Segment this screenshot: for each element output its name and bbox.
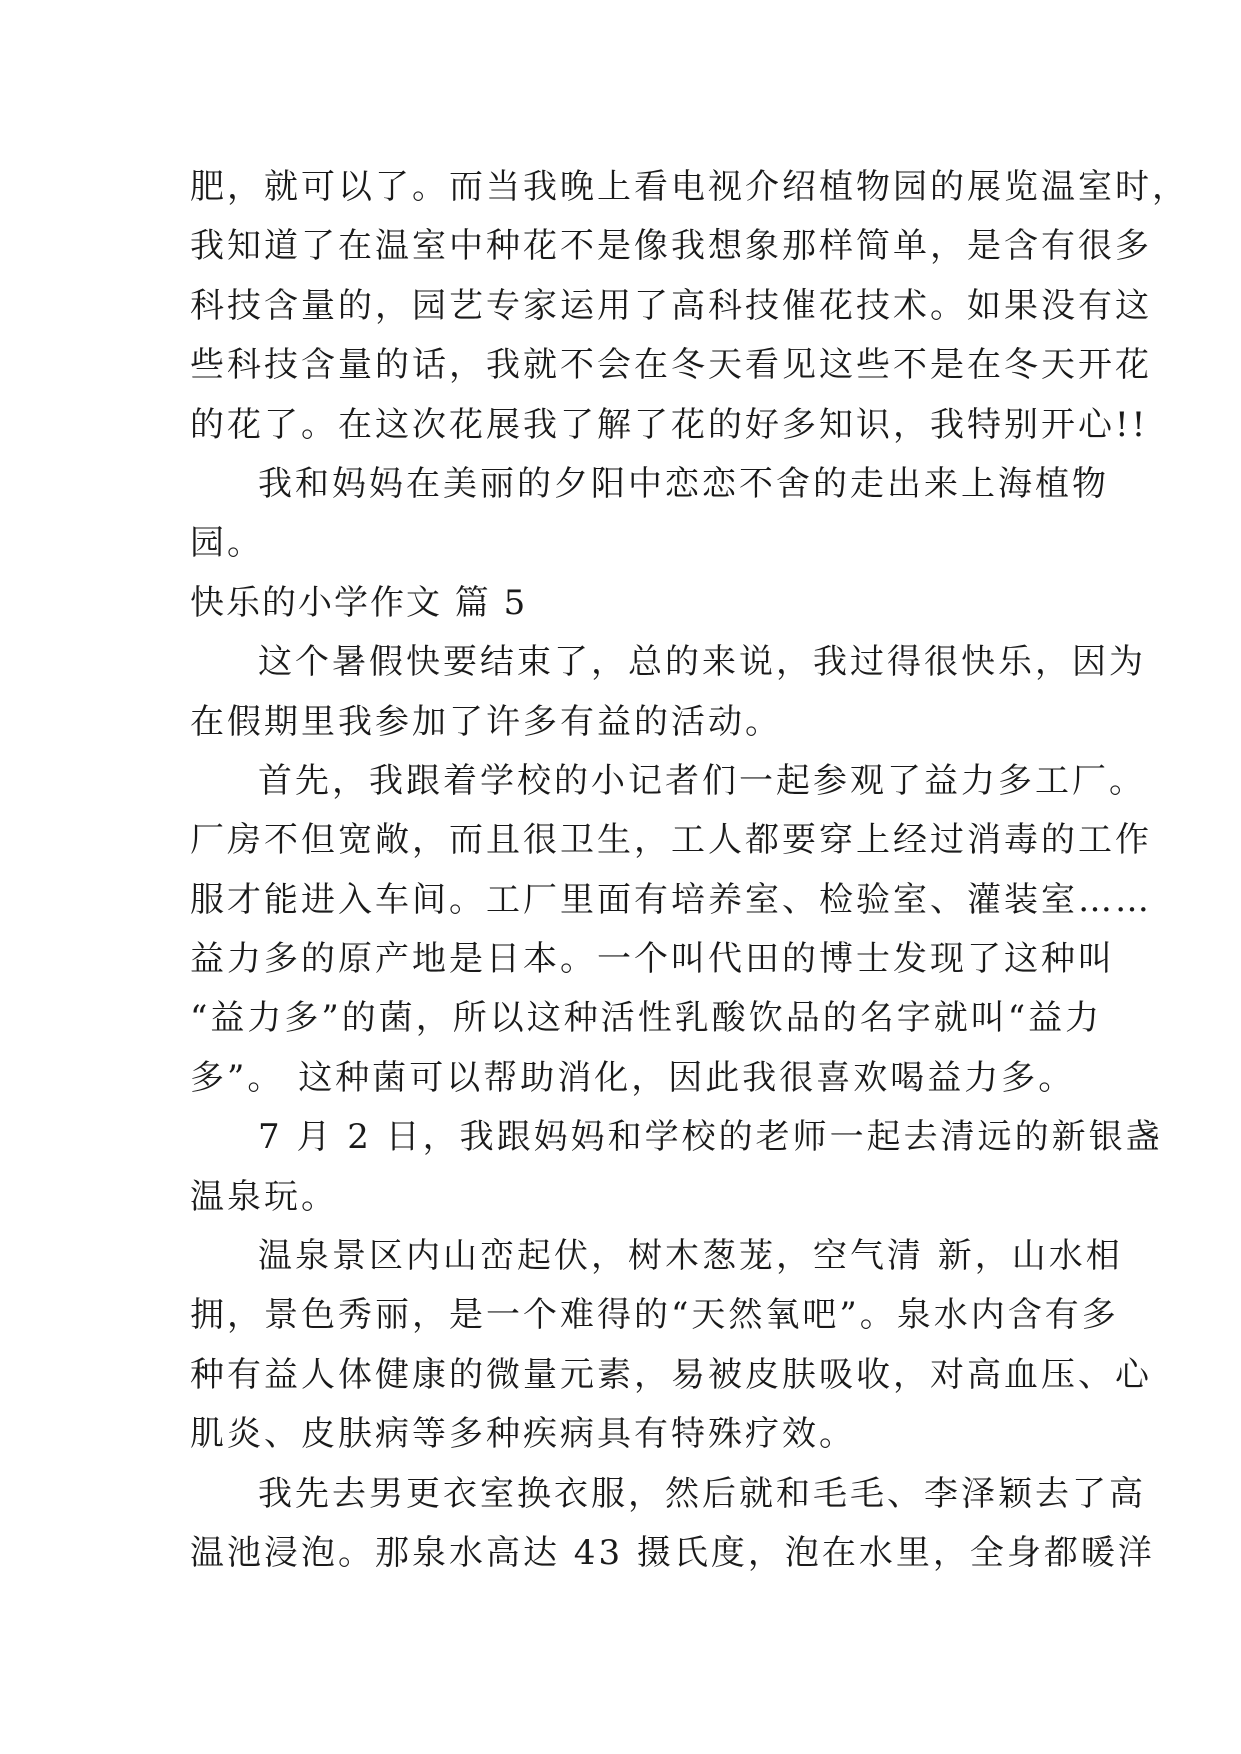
text-line: 拥，景色秀丽，是一个难得的“天然氧吧”。泉水内含有多 bbox=[190, 1295, 1119, 1336]
text-line: 些科技含量的话，我就不会在冬天看见这些不是在冬天开花 bbox=[190, 345, 1152, 386]
text-line: 的花了。在这次花展我了解了花的好多知识，我特别开心!! bbox=[190, 404, 1149, 445]
text-line: 温泉玩。 bbox=[190, 1176, 338, 1217]
text-line: “益力多”的菌，所以这种活性乳酸饮品的名字就叫“益力 bbox=[190, 998, 1103, 1039]
text-line: 我知道了在温室中种花不是像我想象那样简单，是含有很多 bbox=[190, 226, 1152, 267]
text-line: 多”。 这种菌可以帮助消化，因此我很喜欢喝益力多。 bbox=[190, 1057, 1076, 1098]
text-line: 我先去男更衣室换衣服，然后就和毛毛、李泽颖去了高 bbox=[258, 1473, 1146, 1514]
text-line: 温池浸泡。那泉水高达 43 摄氏度，泡在水里，全身都暖洋 bbox=[190, 1532, 1155, 1573]
text-line: 这个暑假快要结束了，总的来说，我过得很快乐，因为 bbox=[258, 642, 1146, 683]
text-line: 种有益人体健康的微量元素，易被皮肤吸收，对高血压、心 bbox=[190, 1354, 1152, 1395]
text-line: 园。 bbox=[190, 523, 264, 564]
text-line: 厂房不但宽敞，而且很卫生，工人都要穿上经过消毒的工作 bbox=[190, 820, 1152, 861]
text-line: 首先，我跟着学校的小记者们一起参观了益力多工厂。 bbox=[258, 760, 1146, 801]
text-line: 7 月 2 日，我跟妈妈和学校的老师一起去清远的新银盏 bbox=[258, 1117, 1163, 1158]
section-heading: 快乐的小学作文 篇 5 bbox=[190, 582, 528, 623]
text-line: 温泉景区内山峦起伏，树木葱茏，空气清 新，山水相 bbox=[258, 1236, 1123, 1277]
text-line: 益力多的原产地是日本。一个叫代田的博士发现了这种叫 bbox=[190, 939, 1115, 980]
text-line: 我和妈妈在美丽的夕阳中恋恋不舍的走出来上海植物 bbox=[258, 463, 1109, 504]
article-body bbox=[190, 158, 1189, 1583]
text-line: 肌炎、皮肤病等多种疾病具有特殊疗效。 bbox=[190, 1414, 856, 1455]
text-line: 在假期里我参加了许多有益的活动。 bbox=[190, 701, 782, 742]
text-line: 服才能进入车间。工厂里面有培养室、检验室、灌装室…… bbox=[190, 879, 1152, 920]
text-line: 科技含量的，园艺专家运用了高科技催花技术。如果没有这 bbox=[190, 285, 1152, 326]
text-line: 肥，就可以了。而当我晚上看电视介绍植物园的展览温室时， bbox=[190, 167, 1189, 207]
